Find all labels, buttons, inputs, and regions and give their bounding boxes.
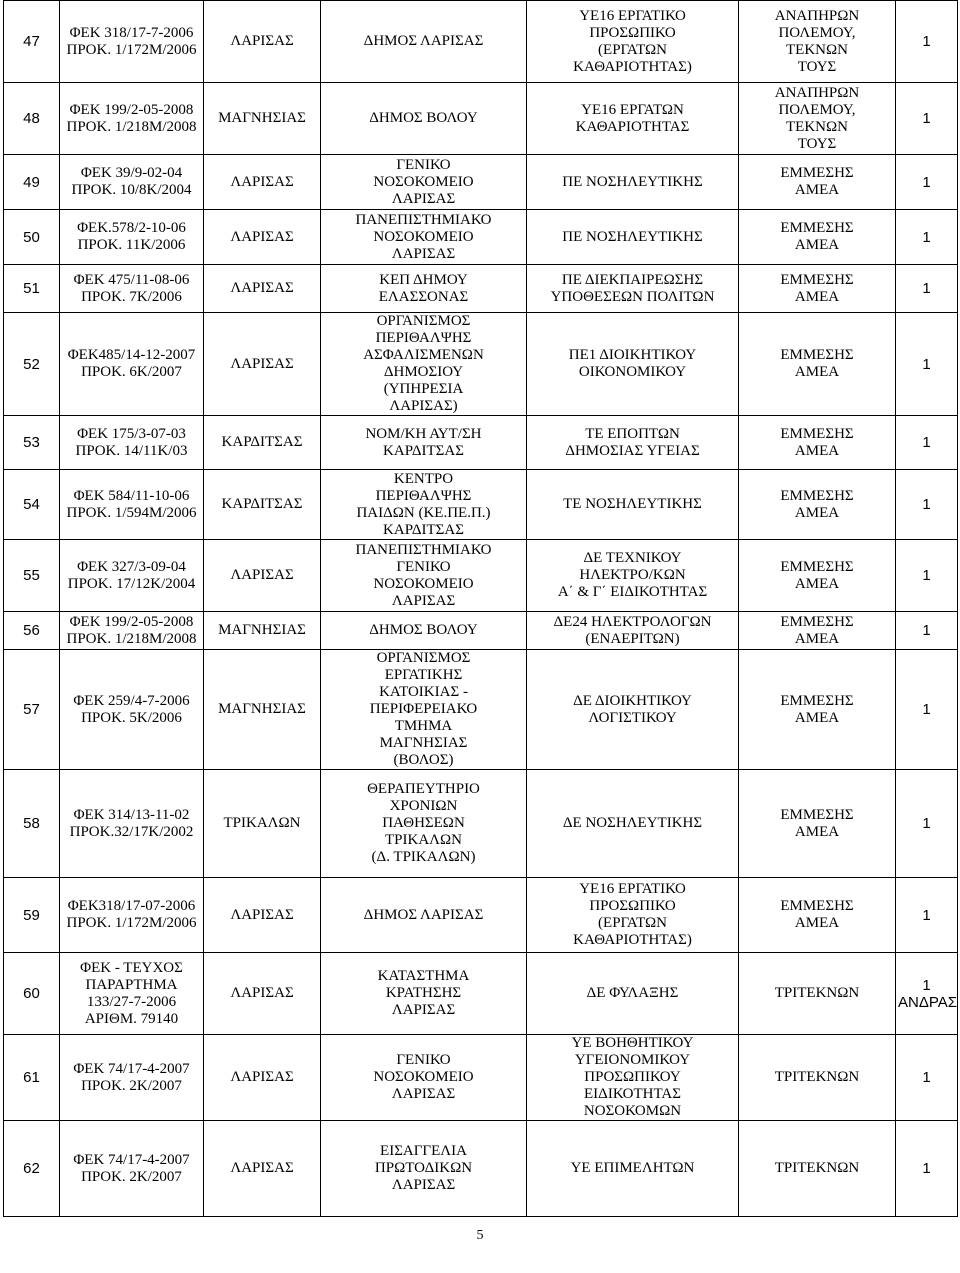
cell-specialty: ΠΕ ΝΟΣΗΛΕΥΤΙΚΗΣ xyxy=(527,155,739,210)
cell-fek-reference: ΦΕΚ 318/17-7-2006 ΠΡΟΚ. 1/172Μ/2006 xyxy=(60,1,204,83)
cell-row-number: 61 xyxy=(4,1035,60,1121)
cell-fek-reference: ΦΕΚ 199/2-05-2008 ΠΡΟΚ. 1/218Μ/2008 xyxy=(60,83,204,155)
cell-specialty: ΔΕ ΦΥΛΑΞΗΣ xyxy=(527,953,739,1035)
cell-fek-reference: ΦΕΚ318/17-07-2006 ΠΡΟΚ. 1/172Μ/2006 xyxy=(60,878,204,953)
cell-prefecture: ΛΑΡΙΣΑΣ xyxy=(204,1035,321,1121)
cell-fek-reference: ΦΕΚ 259/4-7-2006 ΠΡΟΚ. 5Κ/2006 xyxy=(60,650,204,770)
cell-specialty: ΠΕ ΔΙΕΚΠΑΙΡΕΩΣΗΣ ΥΠΟΘΕΣΕΩΝ ΠΟΛΙΤΩΝ xyxy=(527,265,739,313)
cell-row-number: 49 xyxy=(4,155,60,210)
cell-positions: 1 xyxy=(896,770,958,878)
cell-specialty: ΥΕ ΒΟΗΘΗΤΙΚΟΥ ΥΓΕΙΟΝΟΜΙΚΟΥ ΠΡΟΣΩΠΙΚΟΥ ΕΙΔΙΚΟΤΗΤΑΣ ΝΟΣΟΚΟΜΩΝ xyxy=(527,1035,739,1121)
cell-row-number: 47 xyxy=(4,1,60,83)
cell-category: ΤΡΙΤΕΚΝΩΝ xyxy=(739,1121,896,1217)
cell-row-number: 55 xyxy=(4,540,60,612)
cell-specialty: ΠΕ1 ΔΙΟΙΚΗΤΙΚΟΥ ΟΙΚΟΝΟΜΙΚΟΥ xyxy=(527,313,739,416)
table-row xyxy=(4,210,958,265)
cell-row-number: 53 xyxy=(4,416,60,470)
cell-fek-reference: ΦΕΚ - ΤΕΥΧΟΣ ΠΑΡΑΡΤΗΜΑ 133/27-7-2006 ΑΡΙΘΜ. 79140 xyxy=(60,953,204,1035)
cell-fek-reference: ΦΕΚ 327/3-09-04 ΠΡΟΚ. 17/12Κ/2004 xyxy=(60,540,204,612)
cell-prefecture: ΛΑΡΙΣΑΣ xyxy=(204,1121,321,1217)
cell-agency: ΝΟΜ/ΚΗ ΑΥΤ/ΣΗ ΚΑΡΔΙΤΣΑΣ xyxy=(321,416,527,470)
table-row xyxy=(4,470,958,540)
table-row xyxy=(4,1035,958,1121)
cell-row-number: 51 xyxy=(4,265,60,313)
cell-category: ΕΜΜΕΣΗΣ ΑΜΕΑ xyxy=(739,210,896,265)
cell-row-number: 58 xyxy=(4,770,60,878)
table-row xyxy=(4,770,958,878)
cell-agency: ΓΕΝΙΚΟ ΝΟΣΟΚΟΜΕΙΟ ΛΑΡΙΣΑΣ xyxy=(321,1035,527,1121)
cell-agency: ΔΗΜΟΣ ΒΟΛΟΥ xyxy=(321,83,527,155)
cell-fek-reference: ΦΕΚ 74/17-4-2007 ΠΡΟΚ. 2Κ/2007 xyxy=(60,1121,204,1217)
cell-prefecture: ΛΑΡΙΣΑΣ xyxy=(204,953,321,1035)
cell-fek-reference: ΦΕΚ 199/2-05-2008 ΠΡΟΚ. 1/218Μ/2008 xyxy=(60,612,204,650)
cell-prefecture: ΚΑΡΔΙΤΣΑΣ xyxy=(204,416,321,470)
table-row xyxy=(4,540,958,612)
cell-prefecture: ΚΑΡΔΙΤΣΑΣ xyxy=(204,470,321,540)
cell-specialty: ΤΕ ΕΠΟΠΤΩΝ ΔΗΜΟΣΙΑΣ ΥΓΕΙΑΣ xyxy=(527,416,739,470)
cell-prefecture: ΛΑΡΙΣΑΣ xyxy=(204,878,321,953)
cell-fek-reference: ΦΕΚ.578/2-10-06 ΠΡΟΚ. 11Κ/2006 xyxy=(60,210,204,265)
table-row xyxy=(4,650,958,770)
cell-fek-reference: ΦΕΚ 584/11-10-06 ΠΡΟΚ. 1/594Μ/2006 xyxy=(60,470,204,540)
cell-category: ΕΜΜΕΣΗΣ ΑΜΕΑ xyxy=(739,265,896,313)
cell-category: ΕΜΜΕΣΗΣ ΑΜΕΑ xyxy=(739,612,896,650)
cell-prefecture: ΛΑΡΙΣΑΣ xyxy=(204,155,321,210)
cell-agency: ΠΑΝΕΠΙΣΤΗΜΙΑΚΟ ΝΟΣΟΚΟΜΕΙΟ ΛΑΡΙΣΑΣ xyxy=(321,210,527,265)
table-row xyxy=(4,265,958,313)
cell-prefecture: ΤΡΙΚΑΛΩΝ xyxy=(204,770,321,878)
cell-fek-reference: ΦΕΚ 314/13-11-02 ΠΡΟΚ.32/17Κ/2002 xyxy=(60,770,204,878)
table-row xyxy=(4,1121,958,1217)
cell-specialty: ΔΕ24 ΗΛΕΚΤΡΟΛΟΓΩΝ (ΕΝΑΕΡΙΤΩΝ) xyxy=(527,612,739,650)
cell-fek-reference: ΦΕΚ 475/11-08-06 ΠΡΟΚ. 7Κ/2006 xyxy=(60,265,204,313)
cell-positions: 1 xyxy=(896,416,958,470)
cell-category: ΕΜΜΕΣΗΣ ΑΜΕΑ xyxy=(739,878,896,953)
table-row xyxy=(4,1,958,83)
cell-category: ΕΜΜΕΣΗΣ ΑΜΕΑ xyxy=(739,470,896,540)
cell-agency: ΚΑΤΑΣΤΗΜΑ ΚΡΑΤΗΣΗΣ ΛΑΡΙΣΑΣ xyxy=(321,953,527,1035)
cell-category: ΕΜΜΕΣΗΣ ΑΜΕΑ xyxy=(739,313,896,416)
cell-positions: 1 xyxy=(896,155,958,210)
cell-specialty: ΥΕ16 ΕΡΓΑΤΙΚΟ ΠΡΟΣΩΠΙΚΟ (ΕΡΓΑΤΩΝ ΚΑΘΑΡΙΟΤΗΤΑΣ) xyxy=(527,1,739,83)
table-row xyxy=(4,155,958,210)
cell-positions: 1 xyxy=(896,612,958,650)
cell-agency: ΟΡΓΑΝΙΣΜΟΣ ΠΕΡΙΘΑΛΨΗΣ ΑΣΦΑΛΙΣΜΕΝΩΝ ΔΗΜΟΣΙΟΥ (ΥΠΗΡΕΣΙΑ ΛΑΡΙΣΑΣ) xyxy=(321,313,527,416)
cell-row-number: 60 xyxy=(4,953,60,1035)
cell-category: ΤΡΙΤΕΚΝΩΝ xyxy=(739,1035,896,1121)
cell-positions: 1 xyxy=(896,83,958,155)
cell-positions: 1 xyxy=(896,1121,958,1217)
cell-positions: 1 xyxy=(896,210,958,265)
cell-agency: ΔΗΜΟΣ ΛΑΡΙΣΑΣ xyxy=(321,878,527,953)
table-body xyxy=(4,1,958,1217)
cell-specialty: ΔΕ ΤΕΧΝΙΚΟΥ ΗΛΕΚΤΡΟ/ΚΩΝ Α΄ & Γ΄ ΕΙΔΙΚΟΤΗΤΑΣ xyxy=(527,540,739,612)
cell-fek-reference: ΦΕΚ485/14-12-2007 ΠΡΟΚ. 6Κ/2007 xyxy=(60,313,204,416)
cell-specialty: ΥΕ16 ΕΡΓΑΤΩΝ ΚΑΘΑΡΙΟΤΗΤΑΣ xyxy=(527,83,739,155)
cell-agency: ΕΙΣΑΓΓΕΛΙΑ ΠΡΩΤΟΔΙΚΩΝ ΛΑΡΙΣΑΣ xyxy=(321,1121,527,1217)
cell-specialty: ΤΕ ΝΟΣΗΛΕΥΤΙΚΗΣ xyxy=(527,470,739,540)
cell-fek-reference: ΦΕΚ 175/3-07-03 ΠΡΟΚ. 14/11Κ/03 xyxy=(60,416,204,470)
cell-prefecture: ΜΑΓΝΗΣΙΑΣ xyxy=(204,650,321,770)
cell-prefecture: ΛΑΡΙΣΑΣ xyxy=(204,540,321,612)
table-row xyxy=(4,878,958,953)
cell-positions: 1 ΑΝΔΡΑΣ xyxy=(896,953,958,1035)
cell-agency: ΔΗΜΟΣ ΒΟΛΟΥ xyxy=(321,612,527,650)
cell-prefecture: ΜΑΓΝΗΣΙΑΣ xyxy=(204,83,321,155)
cell-fek-reference: ΦΕΚ 39/9-02-04 ΠΡΟΚ. 10/8Κ/2004 xyxy=(60,155,204,210)
cell-specialty: ΔΕ ΝΟΣΗΛΕΥΤΙΚΗΣ xyxy=(527,770,739,878)
positions-table xyxy=(3,0,958,1217)
cell-prefecture: ΜΑΓΝΗΣΙΑΣ xyxy=(204,612,321,650)
cell-prefecture: ΛΑΡΙΣΑΣ xyxy=(204,1,321,83)
cell-row-number: 59 xyxy=(4,878,60,953)
cell-category: ΕΜΜΕΣΗΣ ΑΜΕΑ xyxy=(739,650,896,770)
cell-agency: ΚΕΠ ΔΗΜΟΥ ΕΛΑΣΣΟΝΑΣ xyxy=(321,265,527,313)
cell-positions: 1 xyxy=(896,470,958,540)
cell-category: ΤΡΙΤΕΚΝΩΝ xyxy=(739,953,896,1035)
cell-prefecture: ΛΑΡΙΣΑΣ xyxy=(204,265,321,313)
table-row xyxy=(4,953,958,1035)
table-row xyxy=(4,416,958,470)
table-row xyxy=(4,83,958,155)
cell-agency: ΟΡΓΑΝΙΣΜΟΣ ΕΡΓΑΤΙΚΗΣ ΚΑΤΟΙΚΙΑΣ - ΠΕΡΙΦΕΡΕΙΑΚΟ ΤΜΗΜΑ ΜΑΓΝΗΣΙΑΣ (ΒΟΛΟΣ) xyxy=(321,650,527,770)
cell-positions: 1 xyxy=(896,878,958,953)
table-row xyxy=(4,313,958,416)
cell-row-number: 56 xyxy=(4,612,60,650)
cell-specialty: ΥΕ16 ΕΡΓΑΤΙΚΟ ΠΡΟΣΩΠΙΚΟ (ΕΡΓΑΤΩΝ ΚΑΘΑΡΙΟΤΗΤΑΣ) xyxy=(527,878,739,953)
cell-category: ΕΜΜΕΣΗΣ ΑΜΕΑ xyxy=(739,416,896,470)
cell-category: ΕΜΜΕΣΗΣ ΑΜΕΑ xyxy=(739,770,896,878)
cell-row-number: 57 xyxy=(4,650,60,770)
cell-specialty: ΔΕ ΔΙΟΙΚΗΤΙΚΟΥ ΛΟΓΙΣΤΙΚΟΥ xyxy=(527,650,739,770)
table-row xyxy=(4,612,958,650)
cell-positions: 1 xyxy=(896,1035,958,1121)
cell-category: ΕΜΜΕΣΗΣ ΑΜΕΑ xyxy=(739,155,896,210)
cell-agency: ΘΕΡΑΠΕΥΤΗΡΙΟ ΧΡΟΝΙΩΝ ΠΑΘΗΣΕΩΝ ΤΡΙΚΑΛΩΝ (Δ. ΤΡΙΚΑΛΩΝ) xyxy=(321,770,527,878)
cell-row-number: 50 xyxy=(4,210,60,265)
cell-prefecture: ΛΑΡΙΣΑΣ xyxy=(204,313,321,416)
cell-row-number: 48 xyxy=(4,83,60,155)
cell-positions: 1 xyxy=(896,650,958,770)
cell-row-number: 52 xyxy=(4,313,60,416)
cell-row-number: 62 xyxy=(4,1121,60,1217)
cell-category: ΑΝΑΠΗΡΩΝ ΠΟΛΕΜΟΥ, ΤΕΚΝΩΝ ΤΟΥΣ xyxy=(739,83,896,155)
cell-row-number: 54 xyxy=(4,470,60,540)
cell-positions: 1 xyxy=(896,1,958,83)
cell-agency: ΔΗΜΟΣ ΛΑΡΙΣΑΣ xyxy=(321,1,527,83)
cell-category: ΕΜΜΕΣΗΣ ΑΜΕΑ xyxy=(739,540,896,612)
cell-fek-reference: ΦΕΚ 74/17-4-2007 ΠΡΟΚ. 2Κ/2007 xyxy=(60,1035,204,1121)
cell-specialty: ΠΕ ΝΟΣΗΛΕΥΤΙΚΗΣ xyxy=(527,210,739,265)
cell-positions: 1 xyxy=(896,313,958,416)
page-number: 5 xyxy=(476,1228,484,1243)
cell-prefecture: ΛΑΡΙΣΑΣ xyxy=(204,210,321,265)
cell-agency: ΚΕΝΤΡΟ ΠΕΡΙΘΑΛΨΗΣ ΠΑΙΔΩΝ (ΚΕ.ΠΕ.Π.) ΚΑΡΔΙΤΣΑΣ xyxy=(321,470,527,540)
cell-positions: 1 xyxy=(896,265,958,313)
cell-specialty: ΥΕ ΕΠΙΜΕΛΗΤΩΝ xyxy=(527,1121,739,1217)
cell-agency: ΓΕΝΙΚΟ ΝΟΣΟΚΟΜΕΙΟ ΛΑΡΙΣΑΣ xyxy=(321,155,527,210)
cell-positions: 1 xyxy=(896,540,958,612)
cell-agency: ΠΑΝΕΠΙΣΤΗΜΙΑΚΟ ΓΕΝΙΚΟ ΝΟΣΟΚΟΜΕΙΟ ΛΑΡΙΣΑΣ xyxy=(321,540,527,612)
cell-category: ΑΝΑΠΗΡΩΝ ΠΟΛΕΜΟΥ, ΤΕΚΝΩΝ ΤΟΥΣ xyxy=(739,1,896,83)
